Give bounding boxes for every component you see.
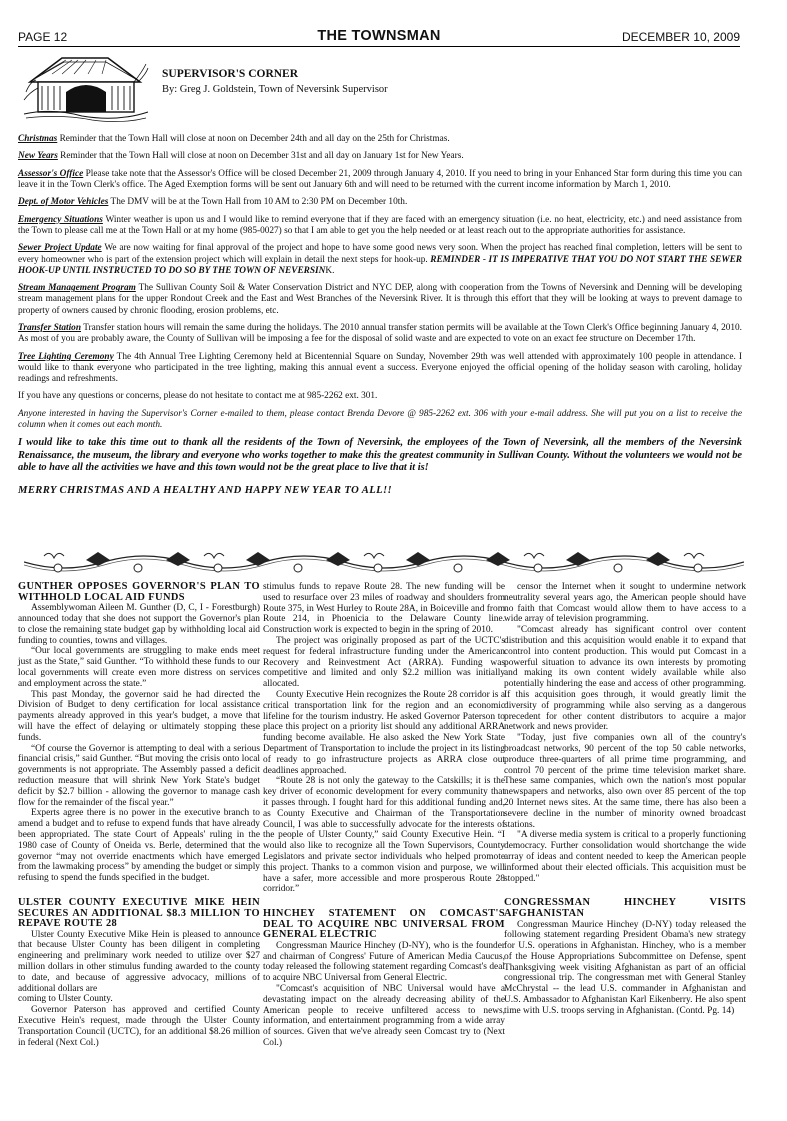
hinchey-nbc-paragraph: "Comcast's acquisition of NBC Universal would have a devastating impact on the already decreasing ability of the American people to receive unfiltered access to news, information, and entertainment programming from a wide array of sources. Given that we've already seen Comcast try to (Next Col.): [263, 984, 505, 1049]
ulster-paragraph: Governor Paterson has approved and certified County Executive Hein's request, made through the Ulster County Transportation Council (UCTC), for an additional $8.26 million in federal (Next Col.): [18, 1005, 260, 1048]
notice-label: New Years: [18, 151, 58, 162]
notice-text: Please take note that the Assessor's Office will be closed December 21, 2009 through January 4, 2010. If you need to bring in your Enhanced Star form during this time you can leave it in the Town Clerk's office. The Aged Exemption forms will be sent out January 6th and will need to be returned with the current income information by March 1, 2010.: [18, 168, 742, 190]
email-note: Anyone interested in having the Supervisor's Corner e-mailed to them, please contact Brenda Devore @ 985-2262 ext. 306 with your e-mail address. She will put you on a list to receive the column when it comes out each month.: [18, 408, 742, 430]
notice-dmv: [18, 197, 742, 208]
notice-tail: K.: [325, 265, 335, 276]
notice-text: Reminder that the Town Hall will close at noon on December 24th and all day on the 25th for Christmas.: [57, 134, 450, 144]
notice-stream: [18, 283, 742, 317]
ulster-cont-paragraph: County Executive Hein recognizes the Route 28 corridor is a critical transportation link for the region and an economic lifeline for the tourism industry. He asked Governor Paterson to place this project on a priority list should any additional ARRA funding become available. He also asked the New York State Department of Transportation to include the project in its listing of ready to go infrastructure projects as ARRA close out deadlines approached.: [263, 689, 505, 776]
ulster-paragraph: Ulster County Executive Mike Hein is pleased to announce that because Ulster County has been diligent in completing engineering and preliminary work needed to utilize over $27 million dollars in other stimulus funding awarded to the county to date, and because of aggressive advocacy, millions of additional dollars are: [18, 929, 260, 994]
notice-transfer: [18, 323, 742, 345]
gunther-paragraph: Experts agree there is no power in the executive branch to amend a budget and to refuse to expend funds that have already been appropriated. The state Court of Appeals' ruling in the 1980 case of County of Oneida vs. Berle, determined that the governor “may not override enactments which have emerged from the lawmaking process” by amending the budget or simply refusing to spend the funds specified in the budget.: [18, 808, 260, 884]
ulster-paragraph: coming to Ulster County.: [18, 994, 113, 1005]
hinchey-nbc-paragraph: Congressman Maurice Hinchey (D-NY), who is the founder and chairman of Congress' Future of American Media Caucus, today released the following statement regarding Comcast's deal to acquire NBC Universal from General Electric.: [263, 940, 505, 984]
notice-new-years: [18, 151, 742, 162]
notice-text: The Sullivan County Soil & Water Conservation District and NYC DEP, along with cooperation from the Towns of Neversink and Denning will be developing stream management plans for the upper Rondout Creek and the East and West Branches of the Neversink River. It is through this effort that they will be looking at ways to prevent damage to property of owners caused by chronic flooding, erosion problems, etc.: [18, 283, 742, 316]
notice-emphasis: REMINDER - IT IS IMPERATIVE THAT YOU DO NOT START THE SEWER HOOK-UP UNTIL INSTRUCTED TO DO SO BY THE TOWN OF NEVERSIN: [18, 254, 742, 276]
gunther-paragraph: “Of course the Governor is attempting to deal with a serious financial crisis,” said Gunther. “But moving the crisis onto local governments is not appropriate. The Assembly passed a deficit reduction measure that will shrink New York State's budget deficit by $2.7 billion - allowing the governor to manage cash flow for the remainder of the fiscal year.”: [18, 743, 260, 808]
notice-text: Transfer station hours will remain the same during the holidays. The 2010 annual transfer station permits will be available at the Town Clerk's Office beginning January 4, 2010. As most of you are probably aware, the County of Sullivan will be imposing a fee for the disposal of solid waste and are expected to vote on an exact fee structure on December 17th.: [18, 322, 742, 345]
contact-line: If you have any questions or concerns, please do not hesitate to contact me at 985-2262 ext. 301.: [18, 391, 378, 402]
page-header: [18, 30, 740, 47]
holiday-greeting: MERRY CHRISTMAS AND A HEALTHY AND HAPPY NEW YEAR TO ALL!!: [18, 484, 393, 496]
notice-text: The 4th Annual Tree Lighting Ceremony held at Bicentennial Square on Sunday, November 29th was well attended with approximately 100 people in attendance. I would like to thank everyone who participated in the tree lighting, making this annual event a success. Everyone enjoyed the official opening of the holiday season with caroling, holiday readings and refreshments.: [18, 351, 743, 384]
thanks-message: I would like to take this time out to thank all the residents of the Town of Neversink, the employees of the Town of Neversink, all the members of the Neversink Renaissance, the museum, the library and everyone who works together to make this the greatest community in Sullivan County. Without the volunteers we would not be able to have all the activities we have and this town would not be the great place to live that it is!: [18, 437, 742, 474]
ulster-cont-paragraph: stimulus funds to repave Route 28. The new funding will be used to resurface over 23 miles of roadway and shoulders from Route 375, in West Hurley to Route 28A, in Boiceville and from Route 214, in Phoenicia to the Delaware County line. Construction work is expected to begin in the spring of 2010.: [263, 582, 506, 636]
gunther-paragraph: “Our local governments are struggling to make ends meet just as the State,” said Gunther. “To withhold these funds to our local governments will create even more distress on services and employment across the state.”: [18, 646, 260, 689]
covered-bridge-icon: [22, 52, 150, 126]
hinchey-nbc-cont-paragraph: "Comcast already has significant control over content distribution and this acquisition would enable it to expand that control into content production. This would put Comcast in a powerful situation to advance its own interests by promoting and making its own content widely available while also potentially hindering the ease and access of other programming. If this acquisition goes through, it would greatly limit the diversity of programming while also serving as a dangerous precedent for other content distributors to acquire a major network and news provider.: [504, 625, 746, 733]
notice-tree-lighting: [18, 352, 742, 386]
notice-label: Tree Lighting Ceremony: [18, 351, 114, 362]
notice-text: Reminder that the Town Hall will close at noon on December 31st and all day on January 1st for New Years.: [57, 151, 464, 162]
hinchey-afghanistan-headline: CONGRESSMAN HINCHEY VISITS AFGHANISTAN: [504, 897, 746, 919]
hinchey-nbc-headline: HINCHEY STATEMENT ON COMCAST'S DEAL TO ACQUIRE NBC UNIVERSAL FROM GENERAL ELECTRIC: [263, 908, 505, 941]
column-1: [18, 582, 260, 1048]
holly-garland-icon: [24, 548, 744, 578]
page-number: PAGE 12: [18, 30, 68, 44]
column-2: [263, 582, 505, 1049]
column-byline: By: Greg J. Goldstein, Town of Neversink Supervisor: [162, 84, 388, 95]
column-3: [504, 582, 746, 1017]
ulster-cont-paragraph: The project was originally proposed as part of the UCTC's request for federal infrastructure funding under the American Recovery and Reinvestment Act (ARRA). Funding was competitive and limited and only $2.2 million was initially allocated.: [263, 635, 505, 690]
issue-date: DECEMBER 10, 2009: [621, 30, 740, 44]
gunther-headline: GUNTHER OPPOSES GOVERNOR'S PLAN TO WITHHOLD LOCAL AID FUNDS: [18, 581, 260, 603]
hinchey-nbc-cont-paragraph: "A diverse media system is critical to a properly functioning democracy. Further consolidation would shortchange the wide array of ideas and content needed to keep the American people informed about their elected officials. This acquisition must be stopped.": [504, 830, 746, 884]
notice-assessor: [18, 169, 742, 191]
hinchey-nbc-cont-paragraph: "Today, just five companies own all of the country's broadcast networks, 90 percent of the top 50 cable networks, produce three-quarters of all prime time programming, and control 70 percent of the prime time television market share. These same companies, which own the nation's most popular newspapers and networks, also own over 85 percent of the top 20 Internet news sites. At the same time, there has also been a severe decline in the number of minority owned broadcast stations.: [504, 733, 746, 830]
notice-emergency: [18, 215, 742, 237]
newspaper-title: THE TOWNSMAN: [317, 28, 441, 44]
gunther-paragraph: Assemblywoman Aileen M. Gunther (D, C, I - Forestburgh) announced today that she does not support the Governor's plan to close the remaining state budget gap by withholding local aid funding to counties, towns and villages.: [18, 603, 260, 646]
notice-christmas: [18, 134, 742, 145]
column-title: SUPERVISOR'S CORNER: [162, 68, 299, 80]
hinchey-nbc-cont-paragraph: censor the Internet when it sought to undermine network neutrality several years ago, the American people should have no faith that Comcast would allow them to have access to a wide array of television programming.: [504, 582, 746, 625]
notice-label: Transfer Station: [18, 322, 81, 333]
notice-label: Stream Management Program: [18, 283, 136, 294]
notice-label: Assessor's Office: [18, 168, 84, 179]
gunther-paragraph: This past Monday, the governor said he had directed the Division of Budget to deny certification for local assistance payments already approved in this year's budget, a move that will have the effect of delaying or ultimately stopping these funds.: [18, 689, 260, 743]
notice-label: Sewer Project Update: [18, 243, 102, 254]
notice-label: Christmas: [18, 134, 58, 144]
supervisor-notices: [18, 134, 742, 502]
ulster-cont-paragraph: “Route 28 is not only the gateway to the Catskills; it is the key driver of economic development for every community that it passes through. I fought hard for this additional funding and, as County Executive and Chairman of the Transportation Council, I was able to successfully advocate for the interests of the people of Ulster County,” said County Executive Hein. “I would also like to recognize all the Town Supervisors, County Legislators and private sector individuals who helped promote this project. Thanks to a common vision and purpose, we will have a safer, more accessible and more prosperous Route 28 corridor.”: [263, 776, 505, 895]
notice-text: Winter weather is upon us and I would like to remind everyone that if they are faced with an emergency situation (i.e. no heat, electricity, etc.) and need assistance from the Town to please call me at the Town Hall or at my home (985-0027) so that I am able to get you the help needed or at least reach out to the appropriate authorities for assistance.: [18, 214, 742, 236]
notice-text: We are now waiting for final approval of the project and hope to have some good news very soon. When the project has reached final completion, letters will be sent to every homeowner who is part of the extension project which will explain in detail the next steps for hook-up.: [18, 243, 743, 265]
hinchey-afghanistan-paragraph: Congressman Maurice Hinchey (D-NY) today released the following statement regarding President Obama's new strategy for U.S. operations in Afghanistan. Hinchey, who is a member of the House Appropriations Subcommittee on Defense, spent Thanksgiving week visiting Afghanistan as part of an official congressional trip. The congressman met with General Stanley McChrystal -- the lead U.S. commander in Afghanistan and U.S. Ambassador to Afghanistan Karl Eikenberry. He also spent time with U.S. troops serving in Afghanistan. (Contd. Pg. 14): [504, 919, 746, 1016]
notice-label: Dept. of Motor Vehicles: [18, 197, 109, 208]
notice-sewer: [18, 243, 742, 277]
notice-text: The DMV will be at the Town Hall from 10 AM to 2:30 PM on December 10th.: [108, 197, 408, 208]
ulster-headline: ULSTER COUNTY EXECUTIVE MIKE HEIN SECURES AN ADDITIONAL $8.3 MILLION TO REPAVE ROUTE 28: [18, 896, 260, 930]
notice-label: Emergency Situations: [18, 214, 103, 225]
